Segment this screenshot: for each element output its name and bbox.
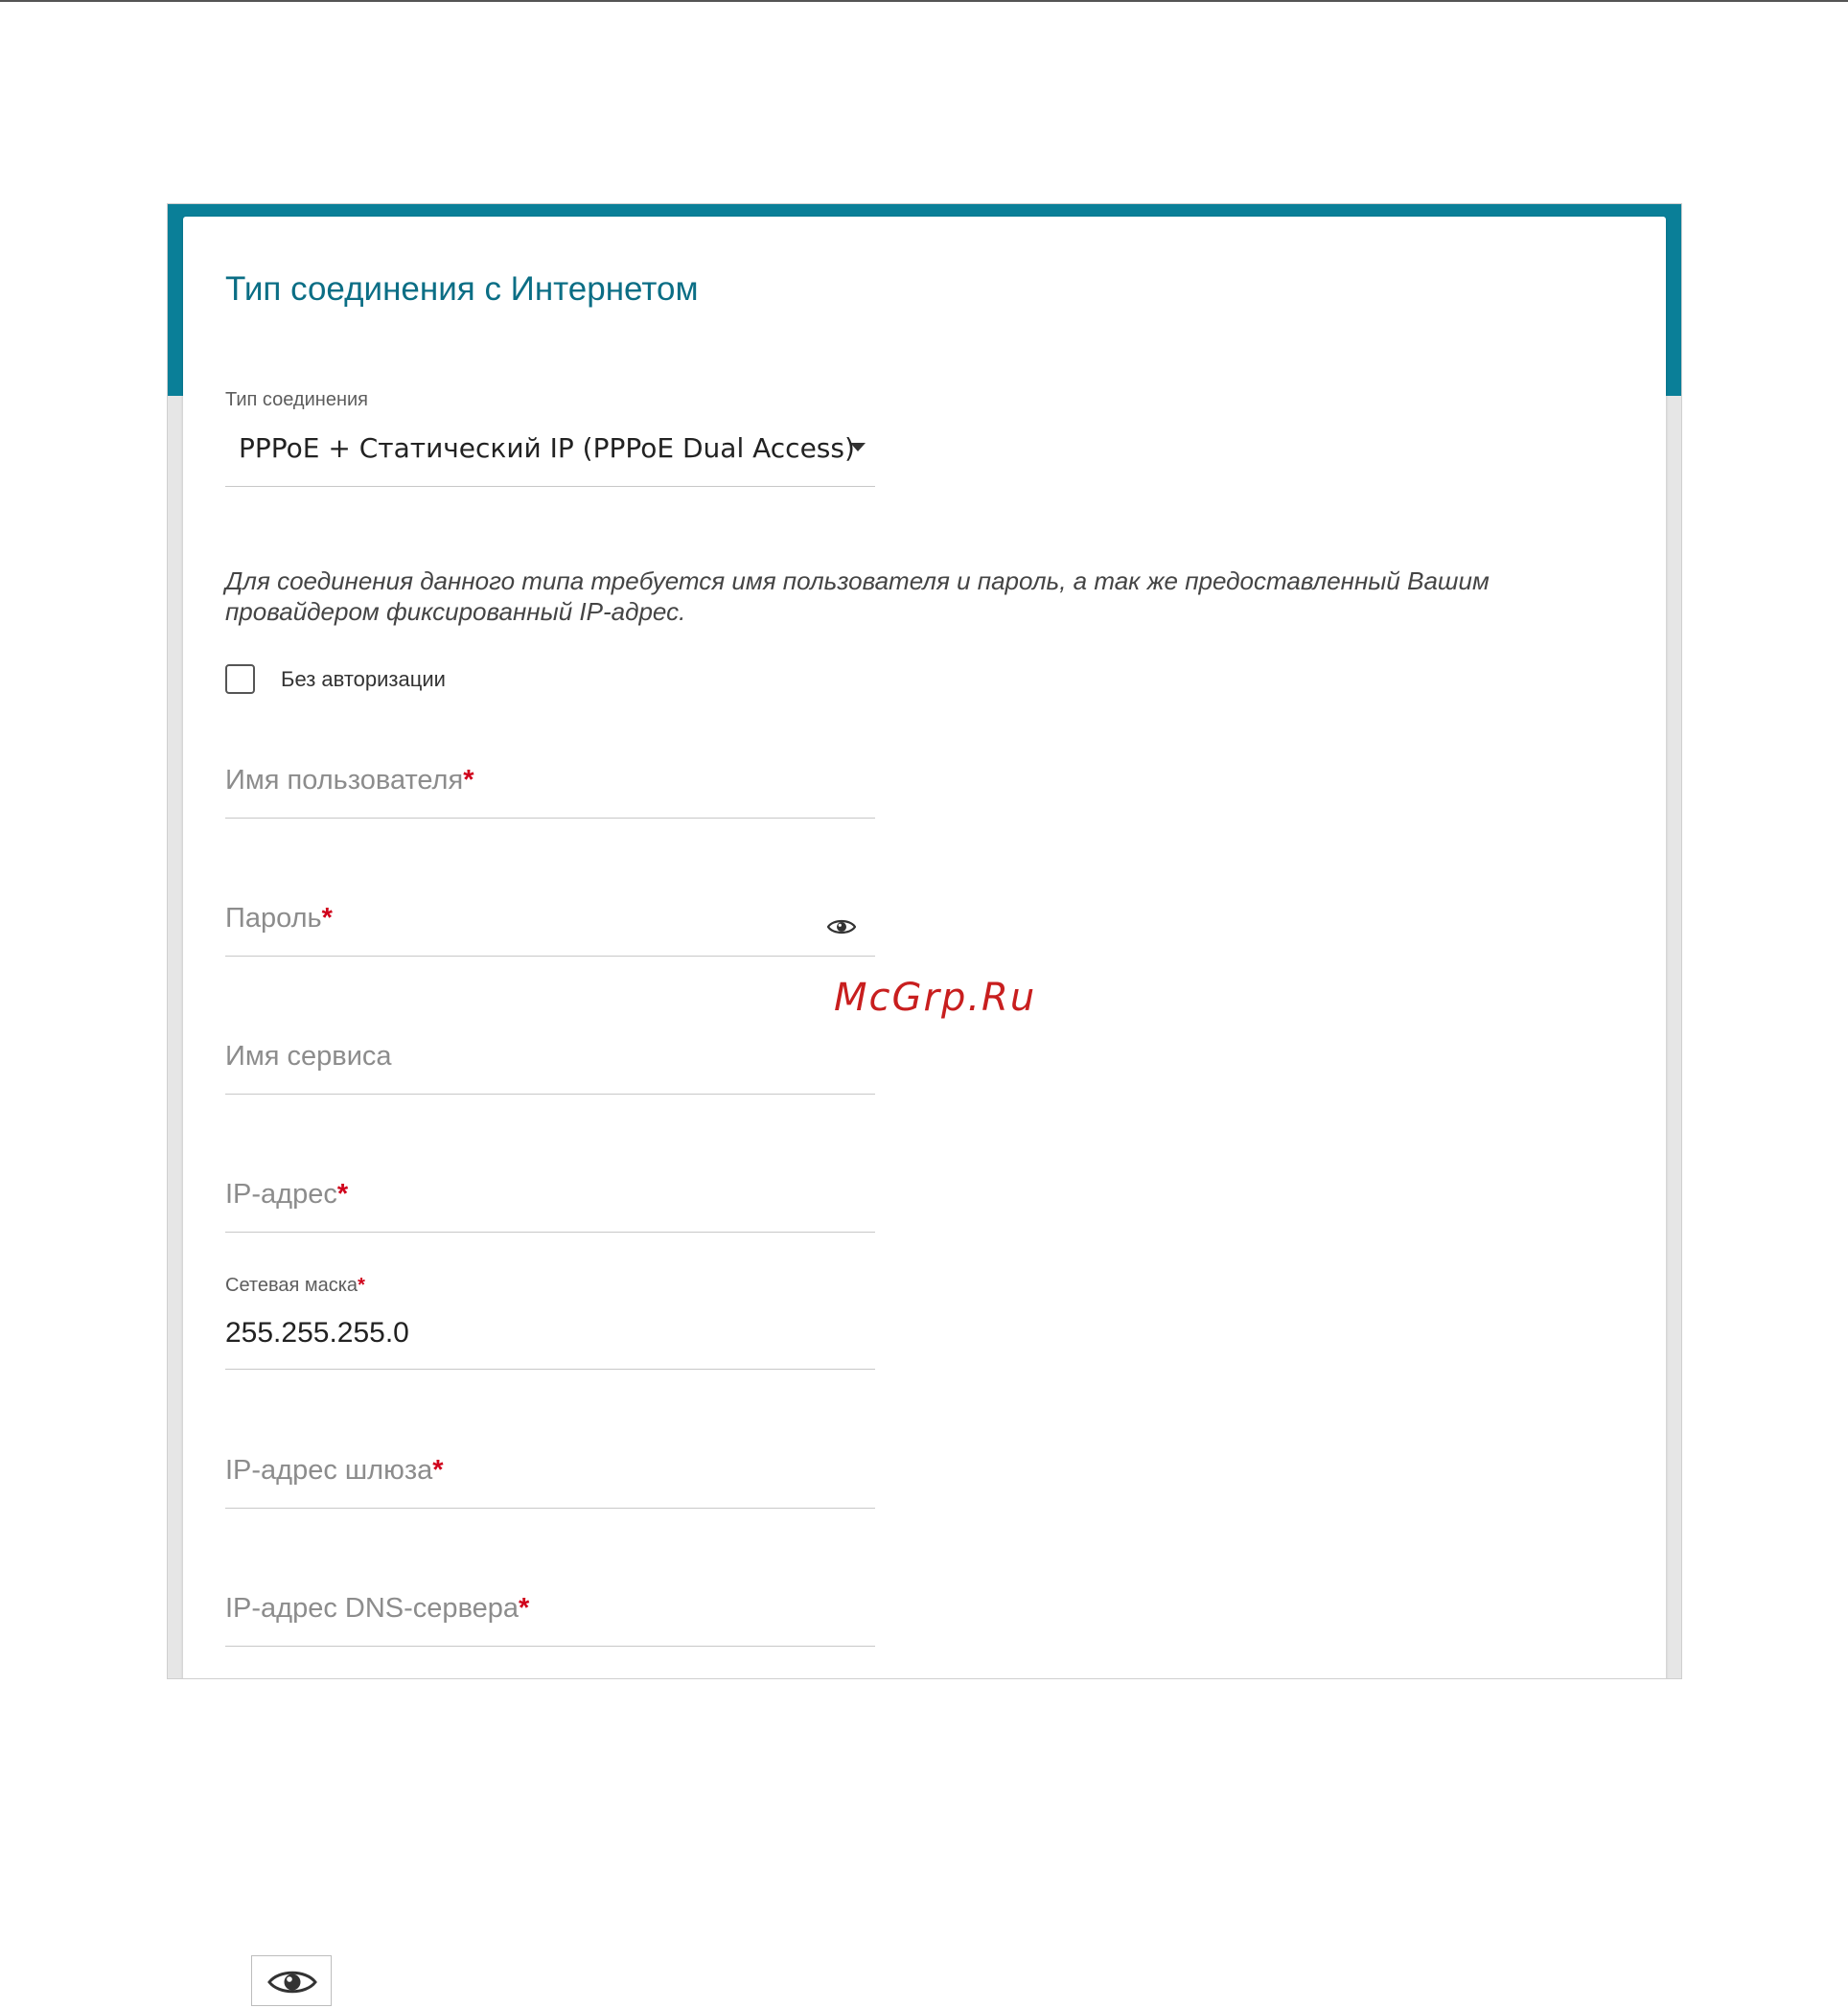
username-placeholder: Имя пользователя* <box>225 765 474 796</box>
chevron-down-icon <box>850 443 866 451</box>
password-placeholder: Пароль* <box>225 903 333 934</box>
top-rule <box>0 0 1848 2</box>
dns-field[interactable] <box>225 1593 875 1647</box>
required-marker: * <box>463 765 474 796</box>
connection-type-value: PPPoE + Статический IP (PPPoE Dual Access) <box>239 432 855 464</box>
connection-type-select[interactable] <box>225 389 875 487</box>
ip-address-placeholder: IP-адрес* <box>225 1179 349 1210</box>
dns-placeholder: IP-адрес DNS-сервера* <box>225 1593 530 1624</box>
required-marker: * <box>358 1275 365 1296</box>
connection-card <box>183 217 1666 1679</box>
required-marker: * <box>321 903 333 934</box>
service-name-field[interactable] <box>225 1041 875 1095</box>
required-marker: * <box>519 1593 530 1624</box>
service-name-placeholder: Имя сервиса <box>225 1041 392 1072</box>
netmask-label: Сетевая маска* <box>225 1275 365 1296</box>
page-title: Тип соединения с Интернетом <box>225 270 699 308</box>
connection-type-label: Тип соединения <box>225 389 368 410</box>
router-settings-screenshot <box>167 203 1682 1679</box>
username-field[interactable] <box>225 765 875 819</box>
netmask-value: 255.255.255.0 <box>225 1317 409 1349</box>
eye-icon <box>267 1968 317 1996</box>
required-marker: * <box>432 1455 444 1486</box>
eye-icon[interactable] <box>827 917 856 936</box>
no-auth-checkbox[interactable] <box>225 664 255 694</box>
no-auth-label[interactable]: Без авторизации <box>281 667 446 691</box>
password-field[interactable] <box>225 903 875 957</box>
required-marker: * <box>336 1179 349 1210</box>
watermark: McGrp.Ru <box>834 976 1037 1020</box>
gateway-field[interactable] <box>225 1455 875 1509</box>
netmask-field[interactable] <box>225 1275 875 1370</box>
connection-hint: Для соединения данного типа требуется имя пользователя и пароль, а так же предоставленный Вашим провайдером фиксированный IP-адрес. <box>225 566 1490 626</box>
gateway-placeholder: IP-адрес шлюза* <box>225 1455 444 1486</box>
legend-eye-icon-box <box>251 1955 332 2006</box>
ip-address-field[interactable] <box>225 1179 875 1233</box>
